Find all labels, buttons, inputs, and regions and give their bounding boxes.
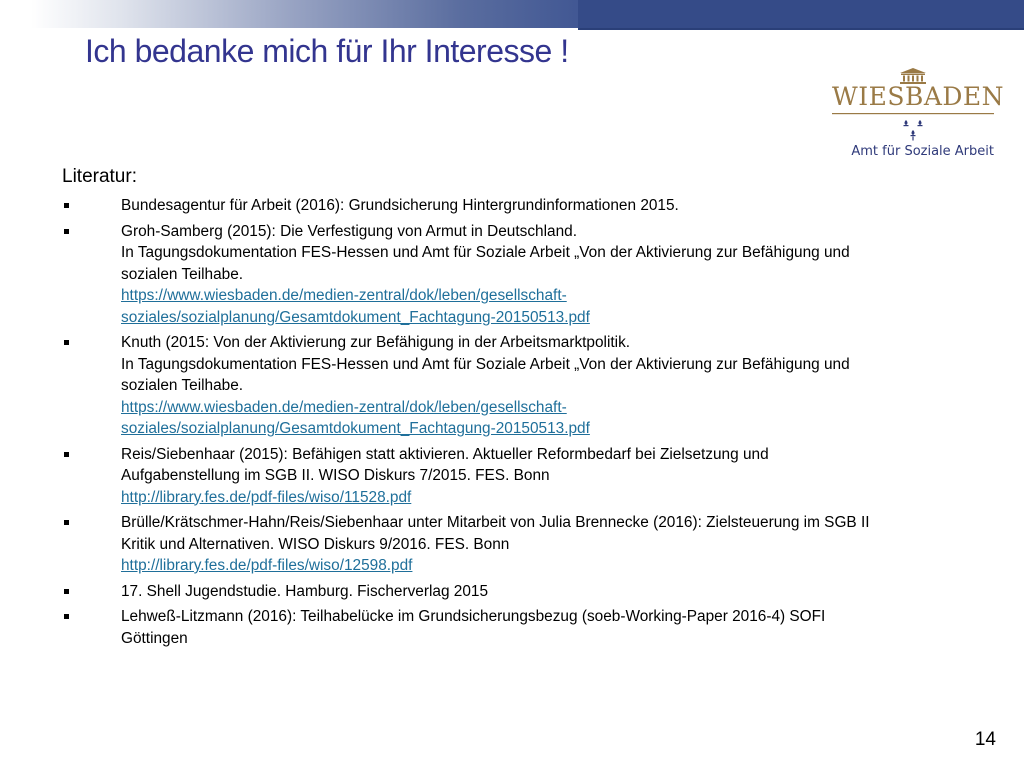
reference-item bbox=[62, 221, 962, 329]
logo-wordmark: WIESBADEN bbox=[832, 82, 1005, 111]
wiesbaden-logo bbox=[832, 68, 1005, 163]
reference-text-line: In Tagungsdokumentation FES-Hessen und Amt für Soziale Arbeit „Von der Aktivierung zur Befähigung und bbox=[121, 355, 850, 373]
reference-link[interactable]: http://library.fes.de/pdf-files/wiso/11528.pdf bbox=[121, 488, 412, 506]
bullet-square-icon bbox=[64, 203, 69, 208]
reference-link[interactable]: soziales/sozialplanung/Gesamtdokument_Fachtagung-20150513.pdf bbox=[121, 420, 590, 437]
reference-text-line: Groh-Samberg (2015): Die Verfestigung von Armut in Deutschland. bbox=[121, 222, 577, 240]
fleur-de-lis-icon bbox=[902, 118, 924, 142]
reference-item bbox=[62, 195, 962, 217]
slide-title: Ich bedanke mich für Ihr Interesse ! bbox=[85, 33, 569, 69]
bullet-square-icon bbox=[64, 589, 69, 594]
reference-item bbox=[62, 581, 962, 603]
reference-text-line: sozialen Teilhabe. bbox=[121, 377, 244, 394]
reference-text-line: Aufgabenstellung im SGB II. WISO Diskurs 7/2015. FES. Bonn bbox=[121, 467, 550, 484]
reference-item bbox=[62, 606, 962, 649]
literature-section bbox=[62, 166, 962, 653]
page-number: 14 bbox=[974, 729, 996, 750]
top-bar-dark-segment bbox=[578, 0, 1024, 28]
reference-text-line: Knuth (2015: Von der Aktivierung zur Befähigung in der Arbeitsmarktpolitik. bbox=[121, 334, 631, 351]
reference-item bbox=[62, 332, 962, 440]
bullet-square-icon bbox=[64, 452, 69, 457]
reference-item bbox=[62, 512, 962, 577]
reference-text-line: In Tagungsdokumentation FES-Hessen und Amt für Soziale Arbeit „Von der Aktivierung zur Befähigung und bbox=[121, 244, 850, 261]
reference-text-line: Göttingen bbox=[121, 629, 188, 647]
bullet-square-icon bbox=[64, 340, 69, 345]
top-bar-underline bbox=[578, 28, 1024, 30]
logo-rule-left bbox=[832, 113, 994, 115]
reference-list bbox=[62, 195, 962, 649]
bullet-square-icon bbox=[64, 614, 69, 619]
reference-item bbox=[62, 444, 962, 509]
reference-text-line: sozialen Teilhabe. bbox=[121, 265, 244, 283]
reference-text-line: Kritik und Alternativen. WISO Diskurs 9/2016. FES. Bonn bbox=[121, 535, 510, 553]
reference-text-line: Reis/Siebenhaar (2015): Befähigen statt aktivieren. Aktueller Reformbedarf bei Zielsetzung und bbox=[121, 445, 769, 463]
literature-heading: Literatur: bbox=[62, 166, 137, 187]
bullet-square-icon bbox=[64, 229, 69, 234]
reference-text-line: Bundesagentur für Arbeit (2016): Grundsicherung Hintergrundinformationen 2015. bbox=[121, 197, 679, 214]
reference-link[interactable]: http://library.fes.de/pdf-files/wiso/12598.pdf bbox=[121, 557, 413, 574]
bullet-square-icon bbox=[64, 520, 69, 525]
reference-text-line: Lehweß-Litzmann (2016): Teilhabelücke im Grundsicherungsbezug (soeb-Working-Paper 2016-4) SOFI bbox=[121, 608, 826, 625]
reference-text-line: 17. Shell Jugendstudie. Hamburg. Fischerverlag 2015 bbox=[121, 582, 489, 600]
reference-text-line: Brülle/Krätschmer-Hahn/Reis/Siebenhaar unter Mitarbeit von Julia Brennecke (2016): Zielsteuerung im SGB II bbox=[121, 514, 870, 531]
reference-link[interactable]: https://www.wiesbaden.de/medien-zentral/dok/leben/gesellschaft- bbox=[121, 287, 567, 304]
logo-caption: Amt für Soziale Arbeit bbox=[851, 144, 994, 159]
reference-link[interactable]: https://www.wiesbaden.de/medien-zentral/dok/leben/gesellschaft- bbox=[121, 398, 567, 416]
reference-link[interactable]: soziales/sozialplanung/Gesamtdokument_Fachtagung-20150513.pdf bbox=[121, 308, 590, 326]
